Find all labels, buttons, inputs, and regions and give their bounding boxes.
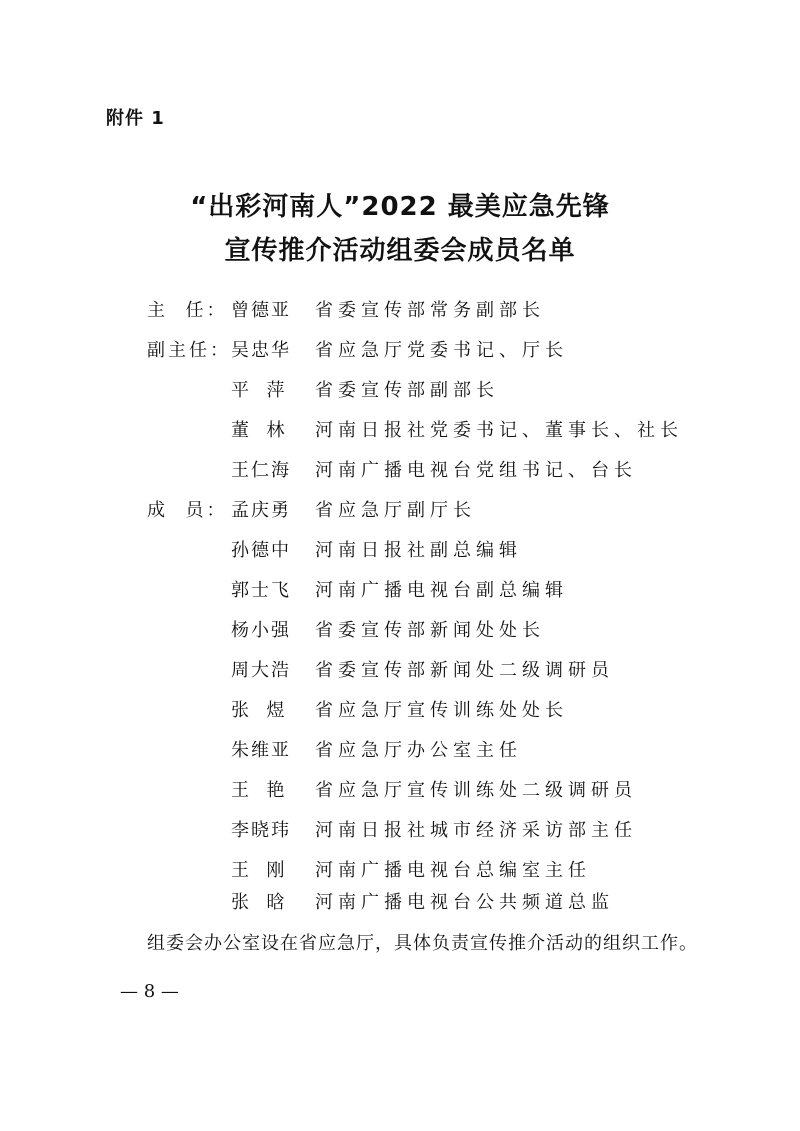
member-name: 周大浩 [231, 660, 291, 681]
member-position: 河南日报社城市经济采访部主任 [315, 820, 637, 841]
member-row [0, 616, 800, 656]
member-name: 张 煜 [231, 700, 287, 721]
member-position: 省委宣传部常务副部长 [315, 300, 545, 321]
member-name: 王 刚 [231, 860, 287, 881]
member-position: 省应急厅党委书记、厅长 [315, 340, 568, 361]
document-title-line-1: “出彩河南人”2022 最美应急先锋 [190, 192, 610, 222]
member-position: 河南广播电视台公共频道总监 [315, 892, 614, 913]
member-position: 河南广播电视台总编室主任 [315, 860, 591, 881]
member-name: 李晓玮 [231, 820, 291, 841]
member-row [0, 456, 800, 496]
member-name: 曾德亚 [231, 300, 291, 321]
member-row [0, 776, 800, 816]
member-position: 河南日报社副总编辑 [315, 540, 522, 561]
member-row [0, 296, 800, 336]
attachment-label: 附件 1 [106, 108, 165, 129]
member-name: 郭士飞 [231, 580, 291, 601]
member-role: 主 任： [147, 300, 228, 321]
member-position: 河南广播电视台副总编辑 [315, 580, 568, 601]
member-name: 平 萍 [231, 380, 287, 401]
member-position: 省应急厅副厅长 [315, 500, 476, 521]
member-name: 吴忠华 [231, 340, 291, 361]
member-row [0, 376, 800, 416]
member-name: 孙德中 [231, 540, 291, 561]
member-row [0, 736, 800, 776]
member-position: 省应急厅办公室主任 [315, 740, 522, 761]
member-position: 省委宣传部新闻处二级调研员 [315, 660, 614, 681]
member-position: 省委宣传部副部长 [315, 380, 499, 401]
member-name: 孟庆勇 [231, 500, 291, 521]
member-name: 张 晗 [231, 892, 287, 913]
office-note: 组委会办公室设在省应急厅，具体负责宣传推介活动的组织工作。 [147, 933, 698, 954]
member-row [0, 816, 800, 856]
member-row [0, 496, 800, 536]
member-role: 成 员： [147, 500, 228, 521]
member-role: 副主任： [147, 340, 231, 361]
member-position: 省应急厅宣传训练处二级调研员 [315, 780, 637, 801]
member-name: 王仁海 [231, 460, 291, 481]
member-position: 河南日报社党委书记、董事长、社长 [315, 420, 683, 441]
member-row [0, 536, 800, 576]
member-position: 省应急厅宣传训练处处长 [315, 700, 568, 721]
member-name: 王 艳 [231, 780, 287, 801]
page-number: — 8 — [120, 981, 179, 1002]
member-position: 省委宣传部新闻处处长 [315, 620, 545, 641]
member-name: 朱维亚 [231, 740, 291, 761]
member-name: 杨小强 [231, 620, 291, 641]
document-title-line-2: 宣传推介活动组委会成员名单 [224, 236, 576, 266]
member-row [0, 336, 800, 376]
member-row [0, 656, 800, 696]
member-row [0, 888, 800, 928]
member-row [0, 696, 800, 736]
member-position: 河南广播电视台党组书记、台长 [315, 460, 637, 481]
member-name: 董 林 [231, 420, 287, 441]
member-row [0, 576, 800, 616]
member-row [0, 416, 800, 456]
